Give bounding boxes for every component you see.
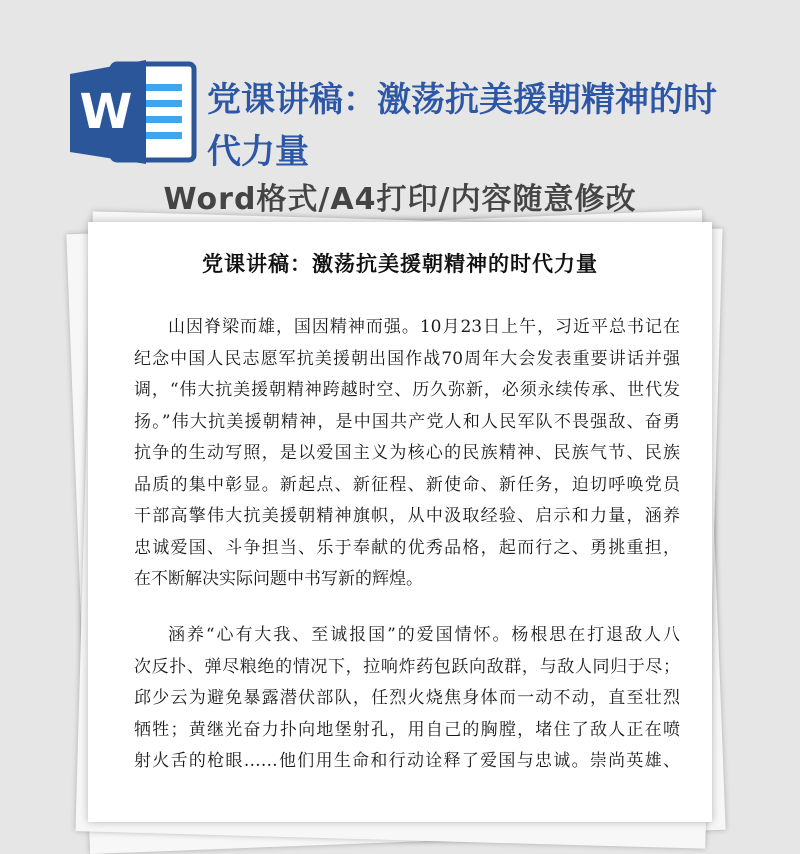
text-line: 干部高擎伟大抗美援朝精神旗帜，从中汲取经验、启示和力量，涵养 [134,506,680,526]
text-line: 调，“伟大抗美援朝精神跨越时空、历久弥新，必须永续传承、世代发 [134,380,680,400]
text-line: 品质的集中彰显。新起点、新征程、新使命、新任务，迫切呼唤党员 [134,474,680,495]
text-line: 邱少云为避免暴露潜伏部队，任烈火烧焦身体而一动不动，直至壮烈 [134,688,680,708]
word-icon [66,56,198,168]
text-line: 涵养“心有大我、至诚报国”的爱国情怀。杨根思在打退敌人八 [168,625,680,645]
text-line: 忠诚爱国、斗争担当、乐于奉献的优秀品格，起而行之、勇挑重担， [134,537,680,558]
page-title-line-2: 代力量 [207,132,309,172]
paragraph-1 [134,312,680,596]
page-title [207,74,767,178]
text-line: 在不断解决实际问题中书写新的辉煌。 [134,569,423,589]
text-line: 纪念中国人民志愿军抗美援朝出国作战70周年大会发表重要讲话并强 [134,348,680,369]
document-title: 党课讲稿：激荡抗美援朝精神的时代力量 [202,251,598,276]
text-line: 次反扑、弹尽粮绝的情况下，拉响炸药包跃向敌群，与敌人同归于尽； [134,656,680,677]
text-line: 牺牲；黄继光奋力扑向地堡射孔，用自己的胸膛，堵住了敌人正在喷 [134,719,680,740]
text-line: 射火舌的枪眼……他们用生命和行动诠释了爱国与忠诚。崇尚英雄、 [134,751,680,771]
text-line: 山因脊梁而雄，国因精神而强。10月23日上午，习近平总书记在 [168,317,680,337]
word-logo-letter: W [79,84,133,140]
document-page [88,222,712,822]
paragraph-2 [134,620,680,778]
text-line: 抗争的生动写照，是以爱国主义为核心的民族精神、民族气节、民族 [134,443,680,463]
page-title-line-1: 党课讲稿：激荡抗美援朝精神的时 [207,80,717,120]
text-line: 扬。”伟大抗美援朝精神，是中国共产党人和人民军队不畏强敌、奋勇 [134,411,680,432]
header [0,0,800,230]
format-subtitle: Word格式/A4打印/内容随意修改 [163,182,637,217]
